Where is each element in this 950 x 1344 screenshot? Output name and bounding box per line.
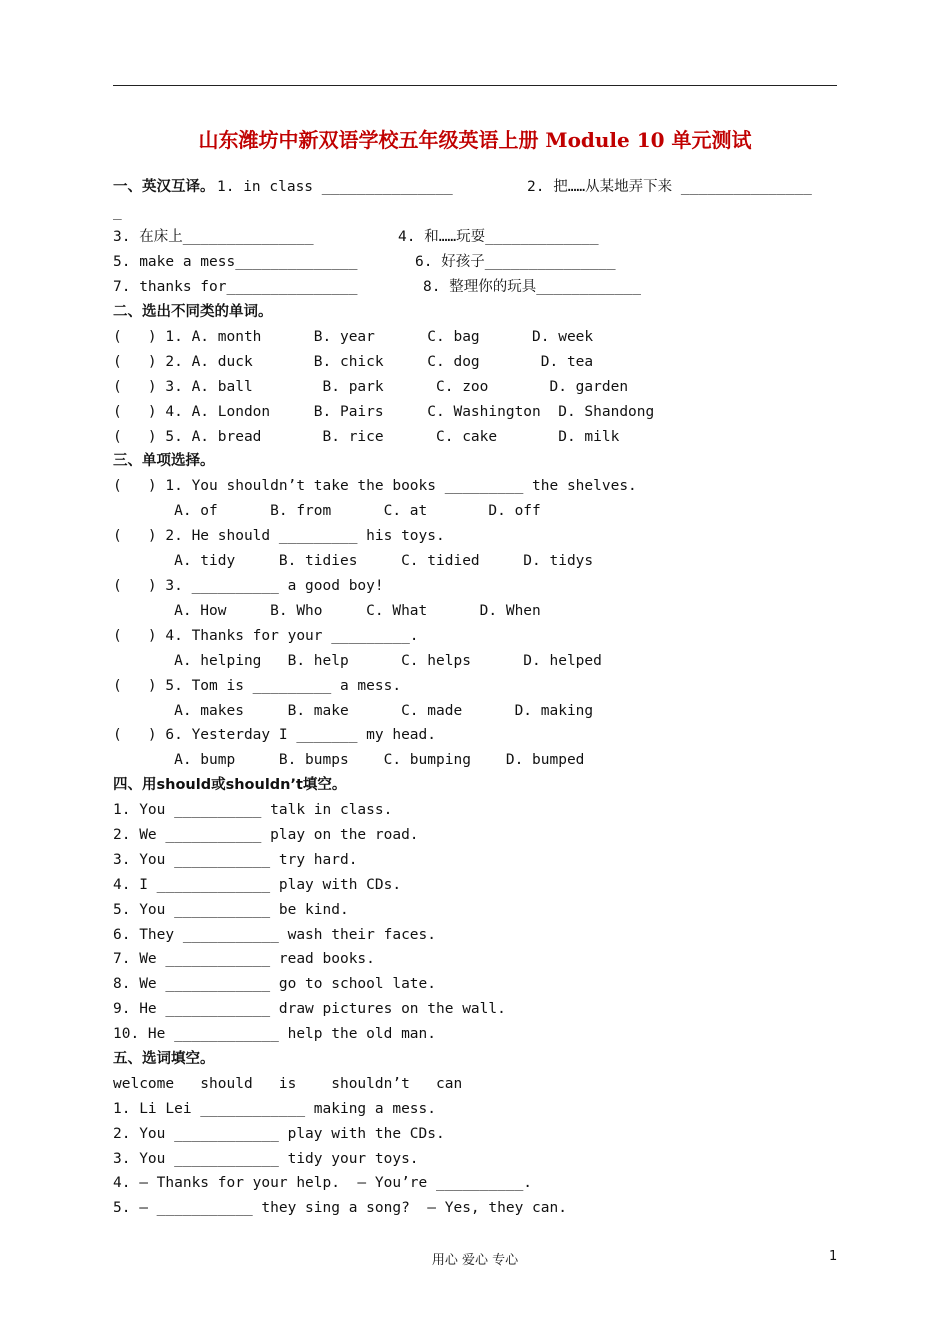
section5-heading: 五、选词填空。	[113, 1051, 215, 1067]
section3-question: ( ) 6. Yesterday I _______ my head.	[113, 727, 437, 743]
section2-heading: 二、选出不同类的单词。	[113, 304, 273, 320]
section5-line: 2. You ____________ play with the CDs.	[113, 1126, 445, 1142]
section3-options: A. of B. from C. at D. off	[113, 503, 541, 519]
section2-line: ( ) 1. A. month B. year C. bag D. week	[113, 329, 594, 345]
section4-line: 2. We ___________ play on the road.	[113, 827, 419, 843]
word-bank: welcome should is shouldn’t can	[113, 1076, 463, 1092]
section5-line: 3. You ____________ tidy your toys.	[113, 1151, 419, 1167]
section3-heading: 三、单项选择。	[113, 453, 215, 469]
section1-heading: 一、英汉互译。	[113, 179, 215, 195]
header-rule	[113, 85, 837, 86]
section1-row4-left: 7. thanks for_______________	[113, 279, 358, 295]
section2-line: ( ) 4. A. London B. Pairs C. Washington D. Shandong	[113, 404, 655, 420]
section3-question: ( ) 4. Thanks for your _________.	[113, 628, 419, 644]
section1-row1-left: 1. in class _______________	[217, 179, 453, 195]
section1-row4-right: 8. 整理你的玩具____________	[423, 279, 641, 295]
section3-options: A. makes B. make C. made D. making	[113, 703, 594, 719]
section1-row1-right: 2. 把……从某地弄下来 _______________	[527, 179, 812, 195]
section4-line: 4. I _____________ play with CDs.	[113, 877, 402, 893]
section1-row3-right: 6. 好孩子_______________	[415, 254, 616, 270]
section3-options: A. helping B. help C. helps D. helped	[113, 653, 602, 669]
page-number: 1	[829, 1249, 838, 1264]
section1-row3-left: 5. make a mess______________	[113, 254, 358, 270]
section3-options: A. tidy B. tidies C. tidied D. tidys	[113, 553, 594, 569]
section1-row2-left: 3. 在床上_______________	[113, 229, 314, 245]
section5-line: 4. – Thanks for your help. – You’re __________.	[113, 1175, 533, 1191]
section3-question: ( ) 5. Tom is _________ a mess.	[113, 678, 402, 694]
section3-options: A. How B. Who C. What D. When	[113, 603, 541, 619]
section4-line: 5. You ___________ be kind.	[113, 902, 349, 918]
page-footer: 用心 爱心 专心	[431, 1253, 519, 1268]
section3-question: ( ) 1. You shouldn’t take the books _________ the shelves.	[113, 478, 637, 494]
section5-line: 5. – ___________ they sing a song? – Yes, they can.	[113, 1200, 567, 1216]
section4-line: 1. You __________ talk in class.	[113, 802, 393, 818]
section2-line: ( ) 5. A. bread B. rice C. cake D. milk	[113, 429, 620, 445]
section5-line: 1. Li Lei ____________ making a mess.	[113, 1101, 437, 1117]
section4-line: 10. He ____________ help the old man.	[113, 1026, 437, 1042]
section4-line: 9. He ____________ draw pictures on the wall.	[113, 1001, 506, 1017]
section2-line: ( ) 3. A. ball B. park C. zoo D. garden	[113, 379, 629, 395]
section3-options: A. bump B. bumps C. bumping D. bumped	[113, 752, 585, 768]
section4-heading: 四、用should或shouldn’t填空。	[113, 777, 347, 793]
section4-line: 3. You ___________ try hard.	[113, 852, 358, 868]
section3-question: ( ) 2. He should _________ his toys.	[113, 528, 445, 544]
section4-line: 7. We ____________ read books.	[113, 951, 375, 967]
section1-row1-wrap: _	[113, 204, 122, 220]
section4-line: 8. We ____________ go to school late.	[113, 976, 437, 992]
section1-row2-right: 4. 和……玩耍_____________	[398, 229, 599, 245]
page-title: 山东潍坊中新双语学校五年级英语上册 Module 10 单元测试	[198, 128, 752, 152]
section4-line: 6. They ___________ wash their faces.	[113, 927, 437, 943]
section2-line: ( ) 2. A. duck B. chick C. dog D. tea	[113, 354, 594, 370]
section3-question: ( ) 3. __________ a good boy!	[113, 578, 384, 594]
